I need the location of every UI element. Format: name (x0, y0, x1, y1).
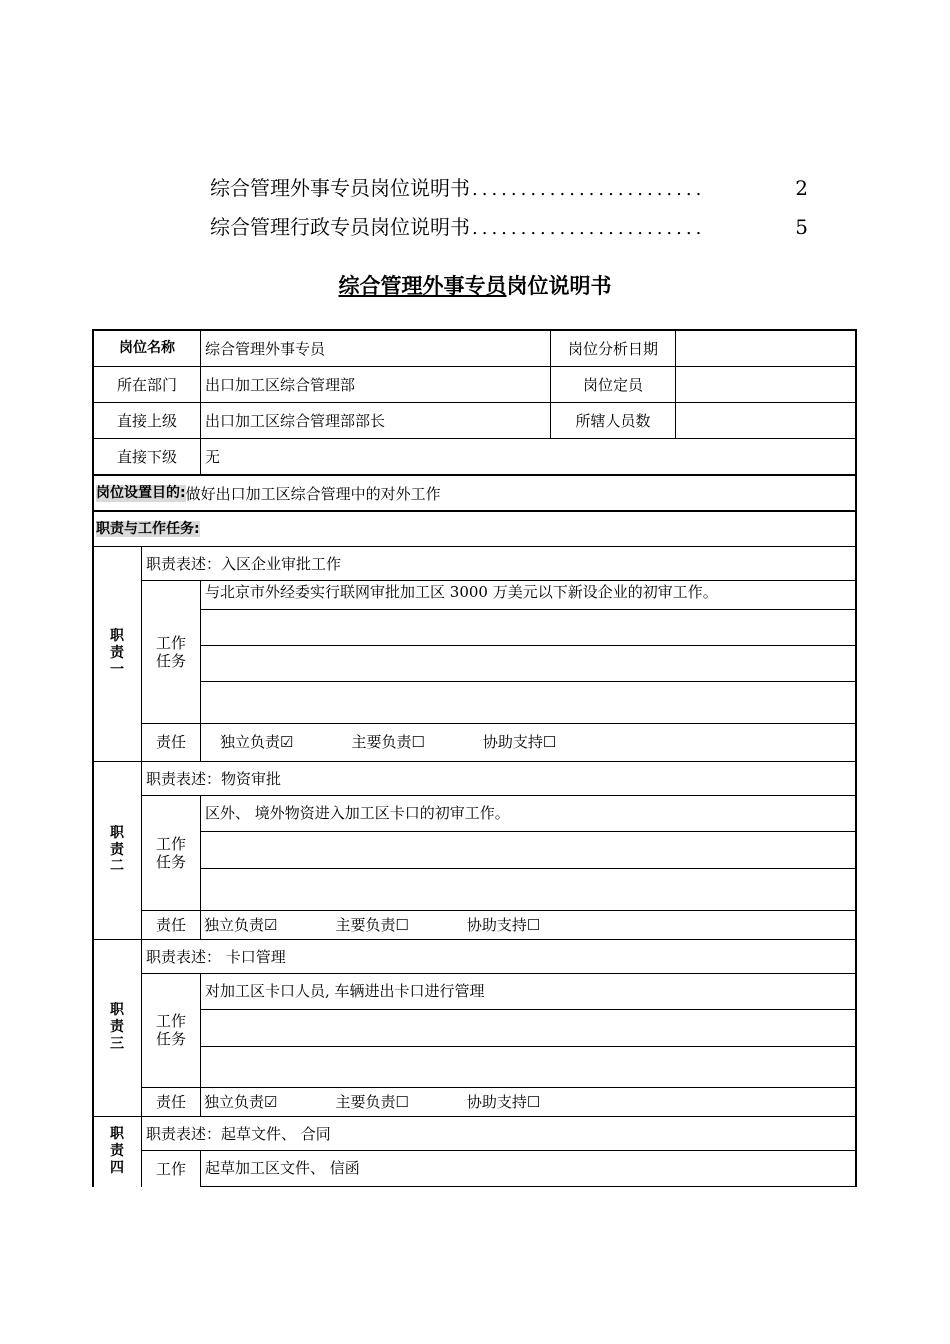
toc-page-number: 2 (795, 176, 808, 200)
analysis-date-label: 岗位分析日期 (550, 330, 676, 367)
task-line (201, 868, 856, 910)
option-independent[interactable]: 独立负责☑ (204, 915, 278, 934)
duty-label: 职 责 二 (110, 824, 124, 875)
task-line (201, 609, 856, 645)
title-underlined: 综合管理外事专员 (338, 274, 507, 298)
analysis-date-value (675, 330, 856, 367)
option-independent[interactable]: 独立负责☑ (220, 733, 294, 751)
toc-entry[interactable] (210, 211, 808, 241)
task-line (201, 645, 856, 681)
responsibility-options (220, 723, 850, 761)
option-primary[interactable]: 主要负责☐ (351, 733, 425, 751)
toc-entry[interactable] (210, 172, 808, 202)
task-label: 工作 任务 (155, 1012, 186, 1048)
staff-count-label: 所辖人员数 (550, 402, 676, 439)
purpose-value: 做好出口加工区综合管理中的对外工作 (185, 484, 441, 503)
duty-description: 职责表述：物资审批 (146, 769, 282, 788)
toc-title: 综合管理行政专员岗位说明书 (210, 215, 470, 239)
task-label: 工作 任务 (155, 633, 186, 670)
document-title (0, 270, 950, 300)
task-label: 工作 任务 (155, 834, 186, 871)
superior-label: 直接上级 (93, 402, 201, 439)
headcount-value (675, 366, 856, 403)
option-assist[interactable]: 协助支持☐ (466, 915, 541, 934)
department-value: 出口加工区综合管理部 (200, 366, 551, 403)
task-line (201, 831, 856, 868)
responsibility-options (204, 910, 844, 939)
responsibility-options (204, 1087, 844, 1116)
duty-label: 职 责 四 (110, 1126, 124, 1176)
option-primary[interactable]: 主要负责☐ (335, 915, 409, 934)
job-name-value: 综合管理外事专员 (200, 330, 551, 367)
toc-page-number: 5 (795, 215, 808, 239)
task-line (201, 1046, 856, 1087)
option-assist[interactable]: 协助支持☐ (466, 1092, 541, 1111)
staff-count-value (675, 402, 856, 439)
headcount-label: 岗位定员 (550, 366, 676, 403)
responsibility-label: 责任 (155, 733, 186, 751)
subordinate-value: 无 (200, 438, 856, 475)
duties-header-label: 职责与工作任务: (96, 520, 200, 537)
task-line: 与北京市外经委实行联网审批加工区 3000 万美元以下新设企业的初审工作。 (205, 583, 718, 601)
toc-leader: ........................ (472, 218, 706, 239)
option-primary[interactable]: 主要负责☐ (335, 1092, 409, 1111)
superior-value: 出口加工区综合管理部部长 (200, 402, 551, 439)
purpose-label: 岗位设置目的: (96, 485, 186, 502)
option-independent[interactable]: 独立负责☑ (204, 1092, 278, 1111)
task-line: 起草加工区文件、 信函 (205, 1159, 360, 1177)
duty-description: 职责表述：起草文件、 合同 (146, 1124, 331, 1143)
toc-leader: ........................ (472, 179, 706, 200)
subordinate-label: 直接下级 (93, 438, 201, 475)
task-line: 区外、 境外物资进入加工区卡口的初审工作。 (205, 804, 510, 822)
duty-label: 职 责 三 (110, 1002, 124, 1052)
duty-label: 职 责 一 (110, 628, 124, 678)
title-rest: 岗位说明书 (506, 274, 612, 298)
task-line: 对加工区卡口人员, 车辆进出卡口进行管理 (205, 982, 485, 1000)
responsibility-label: 责任 (155, 1092, 186, 1111)
duty-description: 职责表述：入区企业审批工作 (146, 554, 342, 573)
task-line (201, 681, 856, 723)
option-assist[interactable]: 协助支持☐ (482, 733, 557, 751)
responsibility-label: 责任 (155, 915, 186, 934)
duty-description: 职责表述： 卡口管理 (146, 947, 286, 966)
duties-header (93, 512, 856, 546)
department-label: 所在部门 (93, 366, 201, 403)
toc-title: 综合管理外事专员岗位说明书 (210, 176, 470, 200)
task-line (201, 1009, 856, 1046)
job-name-label: 岗位名称 (93, 330, 201, 367)
purpose-row (93, 476, 856, 511)
task-label: 工作 (155, 1159, 186, 1178)
